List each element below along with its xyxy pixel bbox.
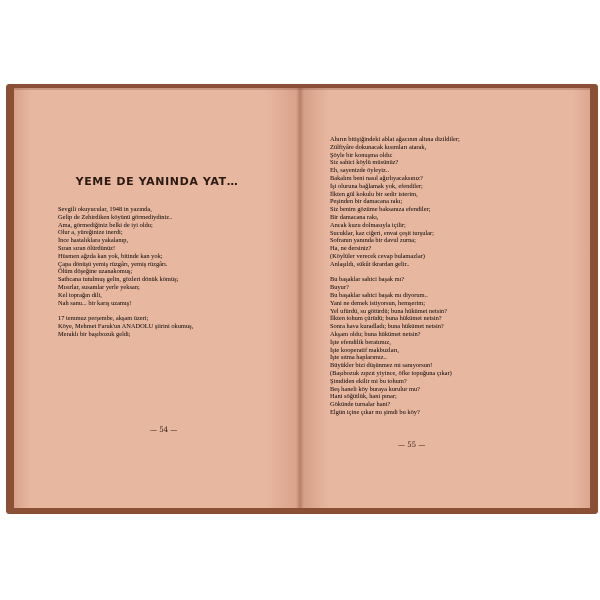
left_page-line: Çapa dönüşü yemiş rüzgârı, yemiş rüzgârı.: [58, 260, 168, 268]
left-page-lines: [58, 206, 193, 339]
left_page-line: Gelip de Zehirdiken köyünü görmediydiniz..: [58, 213, 173, 221]
right_page-line: Elgün içine çıkar mı şimdi bu köy?: [330, 408, 420, 416]
right-page-content: [300, 0, 590, 600]
right_page-line: İlkten gül kokulu bir sedir isterim,: [330, 190, 418, 198]
right_page-line: Şimdiden ekilir mi bu tohum?: [330, 377, 407, 385]
right_page-line: Beş haneli köy buraya kurulur mu?: [330, 385, 420, 393]
page-number-left: — 54 —: [150, 426, 178, 434]
right_page-line: Şöyle bir konuşma oldu:: [330, 151, 393, 159]
left_page-line: İnce hastalıklara yakalanıp,: [58, 237, 129, 245]
right_page-line: Ahırın bitişiğindeki ablat ağacının altına dizildiler;: [330, 136, 460, 143]
left_page-line: Ölüm döşeğine uzanakomuş;: [58, 268, 133, 276]
left_page-line: Olur a, yüreğinize inerdi;: [58, 229, 123, 237]
right_page-line: İşte sıtma haplarımız..: [330, 354, 387, 362]
right_page-line: Sonra hava kuradladı; buna hükümet netsin?: [330, 323, 444, 331]
right_page-line: Buyur?: [330, 284, 349, 292]
left_page-line: Ama, görmediğiniz belki de iyi oldu;: [58, 221, 153, 229]
left_page-line: Sıran sıran ölürdünüz!: [58, 244, 116, 252]
poem-title: YEME DE YANINDA YAT…: [75, 175, 239, 188]
left_page-line: Köye, Mehmet Faruk'un ANADOLU şiirini okumuş,: [58, 322, 194, 330]
left_page-line: Sathcana tutulmuş gelin, gözleri dönük kömüş;: [58, 276, 179, 284]
right_page-line: Bu başaklar sahici başak mı?: [330, 276, 405, 284]
page-number-right: — 55 —: [398, 441, 426, 449]
right_page-line: (Başıbozuk zıpzıt yiyince, öfke topuğuna çıkar): [330, 369, 452, 377]
left_page-line: Kel toprağın dili,: [58, 291, 102, 299]
right-page-lines: [330, 136, 460, 417]
left_page-line: 17 temmuz perşembe, akşam üzeri;: [58, 315, 149, 323]
right_page-line: İlkten tohum çürüdü; buna hükümet netsin?: [330, 315, 442, 323]
right_page-line: Eh, sayenizde öyleyiz..: [330, 167, 390, 175]
right_page-line: (Köylüler verecek cevap bulamazlar): [330, 252, 425, 260]
right_page-line: Yani ne demek istiyorsun, hemşerim;: [330, 299, 426, 307]
right_page-line: Yel ufürdü, su götürdü; buna hükümet netsin?: [330, 307, 448, 315]
right_page-line: İşte kooperatif makbuzları,: [330, 346, 400, 354]
right_page-line: Sucuklar, kaz ciğeri, envai çeşit turşular;: [330, 229, 434, 237]
right_page-line: Bir damacana rakı,: [330, 213, 379, 221]
right_page-line: Zülfiyâre dokunacak kısımları atarak,: [330, 143, 427, 151]
right_page-line: Bu başaklar sahici başak mı diyorum..: [330, 291, 428, 299]
right_page-line: Siz benim gözüme baksanıza efendiler;: [330, 206, 431, 214]
right_page-line: İşi oluruna bağlamak yok, efendiler;: [330, 182, 423, 190]
left-page-content: [14, 0, 300, 600]
right_page-line: Ancak kuzu dolmasıyla içilir;: [330, 221, 406, 229]
left_page-line: Hüsmen ağzda kan yok, bitinde kan yok;: [58, 252, 163, 260]
right_page-line: Gökünde turnalar hani?: [330, 401, 391, 409]
right_page-line: Hani söğütlük, hani pınar;: [330, 393, 397, 401]
left_page-line: Mısırlar, susamlar yerle yeksan;: [58, 283, 140, 291]
right_page-line: Siz sahici köylü müsünüz?: [330, 159, 399, 167]
left_page-line: Meraklı bir başıbozuk geldi;: [58, 330, 131, 338]
right_page-line: Sofranın yanında bir davul zurna;: [330, 237, 416, 245]
right_page-line: [330, 269, 460, 277]
right_page-line: Bakalım beni nasıl ağırlıyacaksınız?: [330, 174, 423, 182]
right_page-line: İşte efendilik beratımız,: [330, 338, 391, 346]
right_page-line: Anlaşıldı, sükût ikrardan gelir..: [330, 260, 410, 268]
right_page-line: Akşam oldu; buna hükümet netsin?: [330, 330, 421, 338]
right_page-line: Ha, ne dersiniz?: [330, 245, 372, 253]
left_page-line: Sevgili okuyucular, 1948 in yazında,: [58, 206, 152, 213]
left_page-line: Nah sanu... bir karış uzamış!: [58, 299, 132, 307]
left_page-line: [58, 307, 193, 315]
right_page-line: Peşinden bir damacana rakı;: [330, 198, 403, 206]
right_page-line: Büyükler bizi düşünmez mi sanıyorsun!: [330, 362, 433, 370]
